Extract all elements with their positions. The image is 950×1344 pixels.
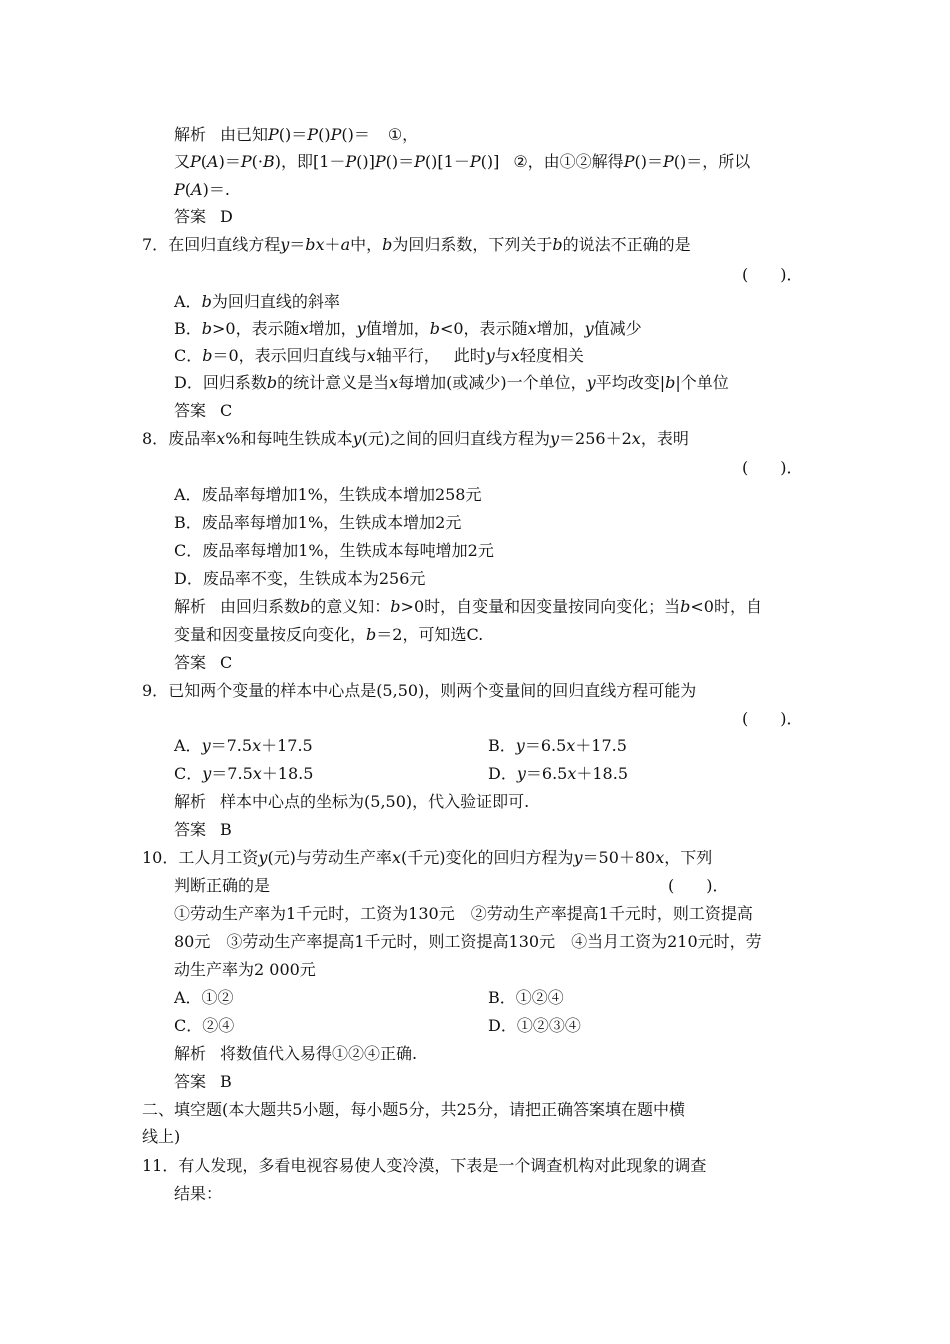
section2-heading-line2: 线上)	[142, 1127, 181, 1146]
q11-stem-line1: 11．有人发现，多看电视容易使人变冷漠，下表是一个调查机构对此现象的调查	[142, 1156, 707, 1175]
q10-statement-line3: 动生产率为2 000元	[174, 960, 316, 979]
q7-stem: 7．在回归直线方程y＝bx＋a中，b为回归系数，下列关于b的说法不正确的是	[142, 235, 691, 254]
q10-option-c: C．②④	[174, 1016, 235, 1035]
q11-stem-line2: 结果：	[174, 1184, 223, 1203]
q10-statement-line2: 80元 ③劳动生产率提高1千元时，则工资提高130元 ④当月工资为210元时，劳	[174, 932, 762, 951]
q9-answer-blank: ( )．	[742, 709, 803, 728]
q9-answer: 答案 B	[174, 820, 232, 839]
q7-option-a: A．b为回归直线的斜率	[174, 292, 340, 311]
q6-analysis-line1: 解析 由已知P()＝P()P()＝ ①，	[174, 125, 419, 144]
q7-option-b: B．b>0，表示随x增加，y值增加，b<0，表示随x增加，y值减少	[174, 319, 642, 338]
q9-option-d: D．y＝6.5x＋18.5	[488, 764, 629, 783]
q9-option-a: A．y＝7.5x＋17.5	[174, 736, 313, 755]
q7-option-d: D．回归系数b的统计意义是当x每增加(或减少)一个单位，y平均改变|b|个单位	[174, 373, 729, 392]
analysis-label: 解析	[174, 125, 207, 144]
q9-stem: 9．已知两个变量的样本中心点是(5,50)，则两个变量间的回归直线方程可能为	[142, 681, 697, 700]
q8-analysis-line1: 解析 由回归系数b的意义知：b>0时，自变量和因变量按同向变化；当b<0时，自	[174, 597, 762, 616]
q8-stem: 8．废品率x%和每吨生铁成本y(元)之间的回归直线方程为y＝256＋2x，表明	[142, 429, 689, 448]
q10-answer-blank: ( )．	[668, 876, 729, 895]
q8-answer: 答案 C	[174, 653, 233, 672]
q10-stem: 10．工人月工资y(元)与劳动生产率x(千元)变化的回归方程为y＝50＋80x，下列	[142, 848, 713, 867]
q10-stem-line2: 判断正确的是	[174, 876, 271, 895]
q10-option-a: A．①②	[174, 988, 234, 1007]
q8-option-b: B．废品率每增加1%，生铁成本增加2元	[174, 513, 462, 532]
q10-option-d: D．①②③④	[488, 1016, 581, 1035]
q8-option-d: D．废品率不变，生铁成本为256元	[174, 569, 426, 588]
q6-analysis-line3: P(A)＝.	[174, 180, 230, 199]
q9-option-b: B．y＝6.5x＋17.5	[488, 736, 627, 755]
q9-option-c: C．y＝7.5x＋18.5	[174, 764, 314, 783]
q7-option-c: C．b＝0，表示回归直线与x轴平行， 此时y与x轻度相关	[174, 346, 584, 365]
q7-answer: 答案 C	[174, 401, 233, 420]
q6-analysis-line2: 又P(A)＝P(·B)，即[1－P()]P()＝P()[1－P()] ②，由①②解得P()＝P()＝，所以	[174, 152, 751, 171]
q10-option-b: B．①②④	[488, 988, 564, 1007]
q10-answer: 答案 B	[174, 1072, 232, 1091]
q6-answer: 答案 D	[174, 207, 233, 226]
q8-answer-blank: ( )．	[742, 458, 803, 477]
q7-answer-blank: ( )．	[742, 265, 803, 284]
q10-analysis: 解析 将数值代入易得①②④正确.	[174, 1044, 418, 1063]
q8-option-a: A．废品率每增加1%，生铁成本增加258元	[174, 485, 482, 504]
q10-statement-line1: ①劳动生产率为1千元时，工资为130元 ②劳动生产率提高1千元时，则工资提高	[174, 904, 753, 923]
q8-option-c: C．废品率每增加1%，生铁成本每吨增加2元	[174, 541, 494, 560]
q9-analysis: 解析 样本中心点的坐标为(5,50)，代入验证即可.	[174, 792, 530, 811]
section2-heading-line1: 二、填空题(本大题共5小题，每小题5分，共25分，请把正确答案填在题中横	[142, 1100, 685, 1119]
q8-analysis-line2: 变量和因变量按反向变化，b＝2，可知选C.	[174, 625, 484, 644]
